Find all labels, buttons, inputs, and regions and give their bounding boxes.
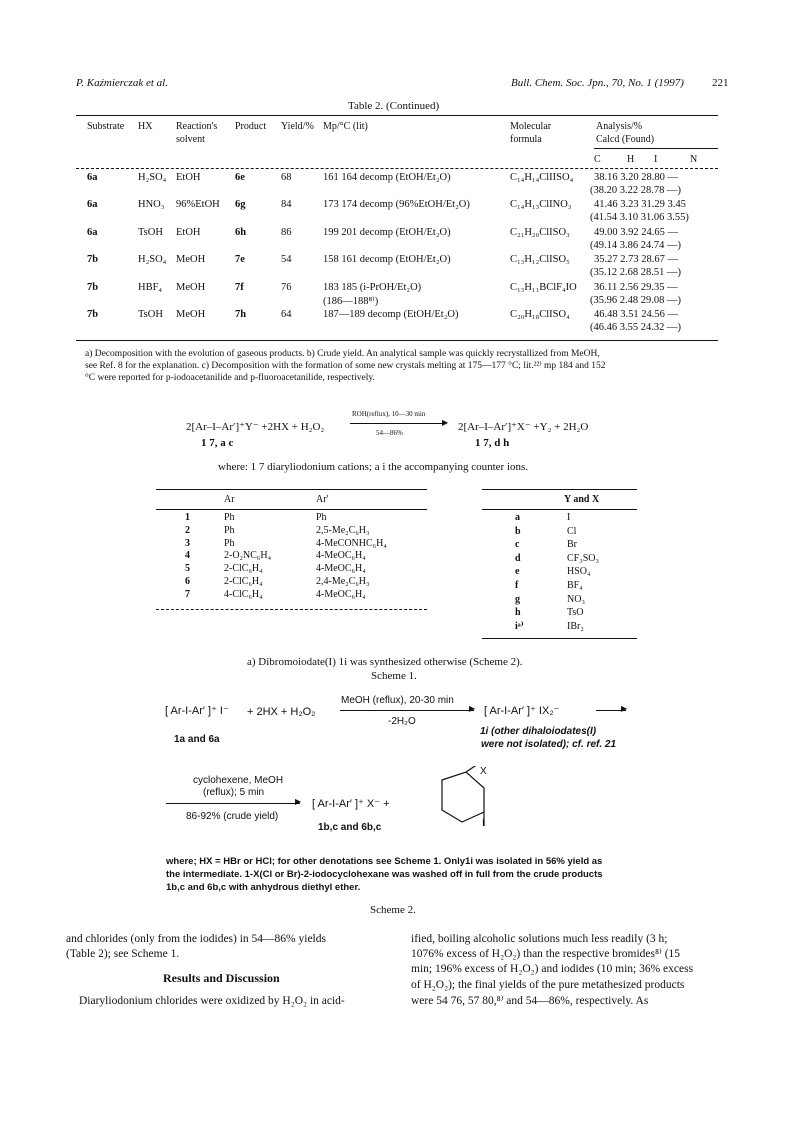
cation-table-mid xyxy=(156,509,427,510)
cation-number: 6 xyxy=(185,576,190,587)
ring-substituent-i: I xyxy=(482,818,485,829)
scheme2-reactant-label: 1a and 6a xyxy=(174,734,220,745)
scheme2-note-1: where; HX = HBr or HCl; for other denotations see Scheme 1. Only1i was isolated in 56% yield as xyxy=(166,856,603,867)
table-footnote-3: °C were reported for p-iodoacetanilide and p-fluoroacetanilide, respectively. xyxy=(85,373,375,383)
row-formula: C₁₄H₁₄ClIISO₄ xyxy=(510,172,574,183)
bond-x xyxy=(466,766,478,772)
row-calcd: 41.46 3.23 31.29 3.45 xyxy=(594,199,686,210)
col-mp: Mp/°C (lit) xyxy=(323,121,368,132)
ion-name: NO₃ xyxy=(567,593,585,605)
row-found: (49.14 3.86 24.74 —) xyxy=(590,240,681,251)
row-product: 7f xyxy=(235,282,244,293)
col-c: C xyxy=(594,154,601,165)
ion-table-mid xyxy=(482,509,637,510)
page-number: 221 xyxy=(712,77,729,89)
ion-name: CF₃SO₃ xyxy=(567,552,599,564)
row-calcd: 46.48 3.51 24.56 — xyxy=(594,309,678,320)
cation-ar: Ph xyxy=(224,537,235,549)
cation-ar-prime: 4-MeOC₆H₄ xyxy=(316,588,366,600)
cation-ar-prime: 4-MeOC₆H₄ xyxy=(316,563,366,575)
table-footnote-1: a) Decomposition with the evolution of gaseous products. b) Crude yield. An analytical sample was quickly recrystallized from MeOH, xyxy=(85,349,600,359)
body-right-line-1: ified, boiling alcoholic solutions much less readily (3 h; xyxy=(411,933,668,945)
col-reaction: Reaction's xyxy=(176,121,218,132)
row-product: 7h xyxy=(235,309,247,320)
row-formula: C₁₃H₁₁BClF₄IO xyxy=(510,282,577,293)
cation-ar-prime: 2,5-Me₂C₆H₃ xyxy=(316,524,370,536)
row-found: (38.20 3.22 28.78 —) xyxy=(590,185,681,196)
cyclohexane-ring xyxy=(420,766,500,836)
scheme2-note-3: 1b,c and 6b,c with anhydrous diethyl ether. xyxy=(166,882,361,893)
ion-name: IBr₂ xyxy=(567,620,584,632)
scheme2-reagents: + 2HX + H₂O₂ xyxy=(247,706,316,718)
row-mp: 158 161 decomp (EtOH/Et₂O) xyxy=(323,254,451,265)
row-substrate: 6a xyxy=(87,199,98,210)
row-yield: 76 xyxy=(281,282,292,293)
row-calcd: 49.00 3.92 24.65 — xyxy=(594,227,678,238)
cation-table-bottom xyxy=(156,609,427,610)
row-formula: C₂₁H₂₀ClISO₃ xyxy=(510,227,570,238)
row-found: (41.54 3.10 31.06 3.55) xyxy=(590,212,689,223)
row-yield: 68 xyxy=(281,172,292,183)
analysis-rule xyxy=(594,148,718,149)
cation-ar: Ph xyxy=(224,524,235,536)
ion-table-bottom xyxy=(482,638,637,639)
row-calcd: 35.27 2.73 28.67 — xyxy=(594,254,678,265)
col-i: I xyxy=(654,154,658,165)
eq-cond-bottom: 54—86% xyxy=(376,429,403,437)
scheme2-arrow1-head: ▶ xyxy=(469,704,476,713)
col-analysis: Analysis/% xyxy=(596,121,643,132)
cation-ar: 2-O₂NC₆H₄ xyxy=(224,550,272,562)
ring-bond-shape xyxy=(442,772,484,822)
running-header-authors: P. Kaźmierczak et al. xyxy=(76,77,168,89)
cation-ar: 4-ClC₆H₄ xyxy=(224,588,263,600)
scheme1-footnote: a) Dibromoiodate(I) 1i was synthesized otherwise (Scheme 2). xyxy=(247,656,523,668)
col-calcd: Calcd (Found) xyxy=(596,134,655,145)
row-product: 6e xyxy=(235,172,245,183)
ring-substituent-x: X xyxy=(480,766,487,777)
row-formula: C₁₃H₁₂ClISO₅ xyxy=(510,254,570,265)
row-solvent: MeOH xyxy=(176,282,206,293)
row-solvent: 96%EtOH xyxy=(176,199,220,210)
row-substrate: 7b xyxy=(87,282,99,293)
cation-number: 3 xyxy=(185,537,190,549)
body-right-line-2: 1076% excess of H₂O₂) than the respective bromides⁸⁾ (15 xyxy=(411,948,681,960)
scheme2-intermediate: [ Ar-I-Ar′ ]⁺ IX₂⁻ xyxy=(484,705,560,717)
cation-ar: 2-ClC₆H₄ xyxy=(224,563,263,575)
eq-arrow xyxy=(350,423,446,424)
cation-number: 5 xyxy=(185,563,190,575)
row-formula: C₁₄H₁₃ClINO₃ xyxy=(510,199,572,210)
running-header-journal: Bull. Chem. Soc. Jpn., 70, No. 1 (1997) xyxy=(511,77,684,89)
scheme2-cond2-bottom: 86-92% (crude yield) xyxy=(186,811,279,822)
scheme2-arrow1 xyxy=(340,710,474,711)
cation-table-top xyxy=(156,489,427,490)
scheme2-arrow3-head: ▶ xyxy=(295,797,302,806)
header-bottom-rule xyxy=(76,168,718,169)
col-product: Product xyxy=(235,121,267,132)
scheme2-arrow2-head: ▶ xyxy=(621,704,628,713)
scheme2-cond-top: MeOH (reflux), 20-30 min xyxy=(341,695,454,706)
cation-ar: 2-ClC₆H₄ xyxy=(224,576,263,587)
ion-name: Cl xyxy=(567,525,577,537)
col-h: H xyxy=(627,154,635,165)
row-calcd: 38.16 3.20 28.80 — xyxy=(594,172,678,183)
cation-col-ar-prime: Ar′ xyxy=(316,494,329,505)
ion-name: Br xyxy=(567,539,577,551)
row-substrate: 7b xyxy=(87,254,99,265)
table-bottom-rule xyxy=(76,340,718,341)
cation-number: 1 xyxy=(185,512,190,523)
cation-number: 4 xyxy=(185,550,190,562)
section-title: Results and Discussion xyxy=(163,971,280,985)
scheme2-cond2-mid: (reflux); 5 min xyxy=(203,787,265,798)
ion-letter: iᵃ⁾ xyxy=(515,620,524,632)
row-product: 6g xyxy=(235,199,246,210)
cation-col-ar: Ar xyxy=(224,494,235,505)
scheme2-product: [ Ar-I-Ar′ ]⁺ X⁻ + xyxy=(312,798,390,810)
row-hx: H₂SO₄ xyxy=(138,254,167,265)
row-mp: 161 164 decomp (EtOH/Et₂O) xyxy=(323,172,451,183)
scheme2-product-label: 1b,c and 6b,c xyxy=(318,822,382,833)
col-solvent: solvent xyxy=(176,134,205,145)
cation-ar-prime: 4-MeOC₆H₄ xyxy=(316,550,366,562)
row-mp: 183 185 (i-PrOH/Et₂O) xyxy=(323,282,422,293)
ion-letter: d xyxy=(515,552,521,564)
body-right-line-3: min; 196% excess of H₂O₂) and iodides (10 min; 36% excess xyxy=(411,963,694,975)
row-hx: HNO₃ xyxy=(138,199,165,210)
scheme2-arrow3 xyxy=(166,803,300,804)
col-n: N xyxy=(690,154,698,165)
eq-left: 2[Ar–I–Ar′]⁺Y⁻ +2HX + H₂O₂ xyxy=(186,421,325,433)
ion-letter: h xyxy=(515,607,521,619)
col-hx: HX xyxy=(138,121,153,132)
ion-table-top xyxy=(482,489,637,490)
table-caption: Table 2. (Continued) xyxy=(348,100,440,112)
col-yield: Yield/% xyxy=(281,121,314,132)
row-yield: 84 xyxy=(281,199,292,210)
ion-letter: g xyxy=(515,593,520,605)
row-substrate: 6a xyxy=(87,172,98,183)
eq-where: where: 1 7 diaryliodonium cations; a i the accompanying counter ions. xyxy=(218,461,529,473)
table-top-rule xyxy=(76,115,718,116)
row-yield: 54 xyxy=(281,254,292,265)
eq-cond-top: ROH(reflux), 10—30 min xyxy=(352,410,426,418)
row-found: (35.96 2.48 29.08 —) xyxy=(590,295,681,306)
scheme2-cond2-top: cyclohexene, MeOH xyxy=(193,775,284,786)
scheme2-reactant: [ Ar-I-Ar′ ]⁺ I⁻ xyxy=(165,705,229,717)
cation-number: 2 xyxy=(185,524,190,536)
ion-letter: e xyxy=(515,566,520,578)
body-left-line-1: and chlorides (only from the iodides) in 54—86% yields xyxy=(66,933,326,945)
eq-right: 2[Ar–I–Ar′]⁺X⁻ +Y₂ + 2H₂O xyxy=(458,421,589,433)
eq-right-labels: 1 7, d h xyxy=(475,437,510,449)
table-footnote-2: see Ref. 8 for the explanation. c) Decomposition with the formation of some new crystals melting at 175—177 °C; lit.²²⁾ mp 184 and 152 xyxy=(85,361,606,371)
row-solvent: MeOH xyxy=(176,309,206,320)
row-found: (35.12 2.68 28.51 —) xyxy=(590,267,681,278)
ion-name: TsO xyxy=(567,607,584,619)
ion-letter: b xyxy=(515,525,521,537)
body-right-line-4: of H₂O₂); the final yields of the pure metathesized products xyxy=(411,979,685,991)
ion-col-yx: Y and X xyxy=(564,494,600,505)
cation-ar: Ph xyxy=(224,512,235,523)
ion-letter: c xyxy=(515,539,520,551)
ion-name: I xyxy=(567,512,571,523)
ion-letter: f xyxy=(515,580,519,591)
row-hx: HBF₄ xyxy=(138,282,163,293)
ion-name: BF₄ xyxy=(567,580,583,591)
row-yield: 86 xyxy=(281,227,292,238)
scheme1-label: Scheme 1. xyxy=(371,670,417,682)
col-formula: formula xyxy=(510,134,542,145)
row-product: 6h xyxy=(235,227,247,238)
row-hx: H₂SO₄ xyxy=(138,172,167,183)
row-found: (46.46 3.55 24.32 —) xyxy=(590,322,681,333)
row-solvent: MeOH xyxy=(176,254,206,265)
eq-arrow-head: ▶ xyxy=(442,418,449,427)
row-substrate: 6a xyxy=(87,227,98,238)
row-mp: 187—189 decomp (EtOH/Et₂O) xyxy=(323,309,459,320)
row-substrate: 7b xyxy=(87,309,99,320)
row-mp: 199 201 decomp (EtOH/Et₂O) xyxy=(323,227,451,238)
row-formula: C₂₀H₁₈ClISO₄ xyxy=(510,309,570,320)
col-substrate: Substrate xyxy=(87,121,125,132)
body-left-line-3: Diaryliodonium chlorides were oxidized by H₂O₂ in acid- xyxy=(79,995,345,1007)
row-solvent: EtOH xyxy=(176,172,201,183)
row-mp-lit: (186—188⁸⁾) xyxy=(323,296,379,307)
row-solvent: EtOH xyxy=(176,227,201,238)
cation-ar-prime: 2,4-Me₂C₆H₃ xyxy=(316,576,370,587)
row-hx: TsOH xyxy=(138,227,163,238)
col-molecular: Molecular xyxy=(510,121,552,132)
eq-left-labels: 1 7, a c xyxy=(201,437,234,449)
scheme2-label: Scheme 2. xyxy=(370,904,416,916)
scheme2-intermediate-label-2: were not isolated); cf. ref. 21 xyxy=(481,739,617,750)
ion-letter: a xyxy=(515,512,520,523)
row-mp: 173 174 decomp (96%EtOH/Et₂O) xyxy=(323,199,470,210)
cation-number: 7 xyxy=(185,588,190,600)
body-right-line-5: were 54 76, 57 80,⁸⁾ and 54—86%, respectively. As xyxy=(411,995,649,1007)
cation-ar-prime: Ph xyxy=(316,512,327,523)
scheme2-cond-bottom: -2H₂O xyxy=(388,716,416,727)
row-hx: TsOH xyxy=(138,309,163,320)
scheme2-note-2: the intermediate. 1-X(Cl or Br)-2-iodocyclohexane was washed off in full from the crude products xyxy=(166,869,603,880)
ion-name: HSO₄ xyxy=(567,566,591,578)
row-yield: 64 xyxy=(281,309,292,320)
row-calcd: 36.11 2.56 29.35 — xyxy=(594,282,678,293)
row-product: 7e xyxy=(235,254,245,265)
body-left-line-2: (Table 2); see Scheme 1. xyxy=(66,948,180,960)
scheme2-intermediate-label: 1i (other dihaloiodates(I) xyxy=(480,726,597,737)
cation-ar-prime: 4-MeCONHC₆H₄ xyxy=(316,537,387,549)
